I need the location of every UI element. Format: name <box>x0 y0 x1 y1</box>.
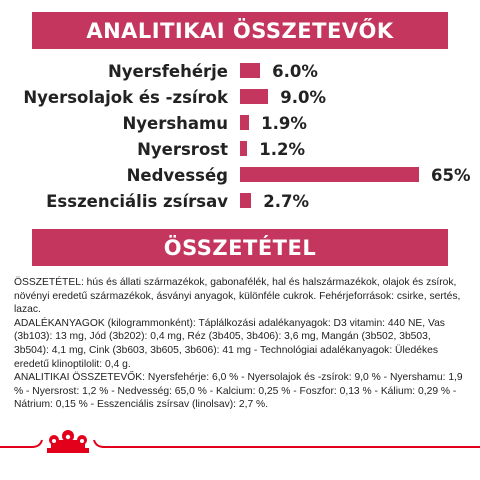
nutrient-label: Nyersrost <box>137 140 228 159</box>
composition-header <box>32 229 448 266</box>
nutrient-row-ash <box>0 111 480 137</box>
nutrient-row-essential-fatty-acid <box>0 189 480 215</box>
nutrient-row-fibre <box>0 137 480 163</box>
nutrient-bar <box>240 141 247 156</box>
nutrient-bar <box>240 89 268 104</box>
nutrient-bar <box>240 63 260 78</box>
nutrient-row-moisture <box>0 163 480 189</box>
nutrient-label: Nyersolajok és -zsírok <box>23 88 228 107</box>
composition-text <box>14 276 468 412</box>
analytical-constituents-header <box>32 12 448 49</box>
analytical-constituents-title: ANALITIKAI ÖSSZETEVŐK <box>86 18 394 43</box>
footer-line-right <box>94 440 480 447</box>
nutrient-bar <box>240 115 249 130</box>
composition-title: ÖSSZETÉTEL <box>163 235 317 260</box>
footer-line-left <box>0 440 42 447</box>
crown-logo-icon <box>47 430 89 453</box>
composition-analytical: ANALITIKAI ÖSSZETEVŐK: Nyersfehérje: 6,0 % - Nyersolajok és -zsírok: 9,0 % - Nyershamu: 1,9 % - Nyersrost: 1,2 % - Nedvesség: 65,0 % - Kalcium: 0,25 % - Foszfor: 0,13 % - Kálium: 0,29 % - Nátrium: 0,15 % - Esszenciális zsírsav (linolsav): 2,7 %. <box>14 372 463 411</box>
nutrient-label: Esszenciális zsírsav <box>46 192 228 211</box>
nutrient-value: 2.7% <box>263 192 310 211</box>
nutrient-value: 1.2% <box>259 140 305 159</box>
composition-additives: ADALÉKANYAGOK (kilogrammonként): Táplálkozási adalékanyagok: D3 vitamin: 440 NE, Vas (3b103): 13 mg, Jód (3b202): 0,4 mg, Réz (3b405, 3b406): 3,6 mg, Mangán (3b502, 3b503, 3b504): 4,1 mg, Cink (3b603, 3b605, 3b606): 41 mg - Technológiai adalékanyagok: Üledékes eredetű klinoptilolit: 0,4 g. <box>14 317 445 370</box>
nutrient-value: 6.0% <box>272 62 318 81</box>
nutrient-label: Nedvesség <box>126 166 228 185</box>
composition-ingredients: ÖSSZETÉTEL: hús és állati származékok, gabonafélék, hal és halszármazékok, olajok és zsírok, növényi eredetű származékok, ásványi anyagok, különféle cukrok. Fehérjeforrások: csirke, sertés, lazac. <box>14 277 461 316</box>
nutrient-bar <box>240 193 251 208</box>
nutrient-value: 9.0% <box>280 88 326 107</box>
nutrient-value: 65% <box>431 166 471 185</box>
nutrient-row-protein <box>0 59 480 85</box>
nutrient-label: Nyershamu <box>122 114 228 133</box>
nutrient-row-fat <box>0 85 480 111</box>
nutrient-value: 1.9% <box>261 114 307 133</box>
nutrient-label: Nyersfehérje <box>107 62 228 81</box>
nutrient-bar <box>240 167 419 182</box>
